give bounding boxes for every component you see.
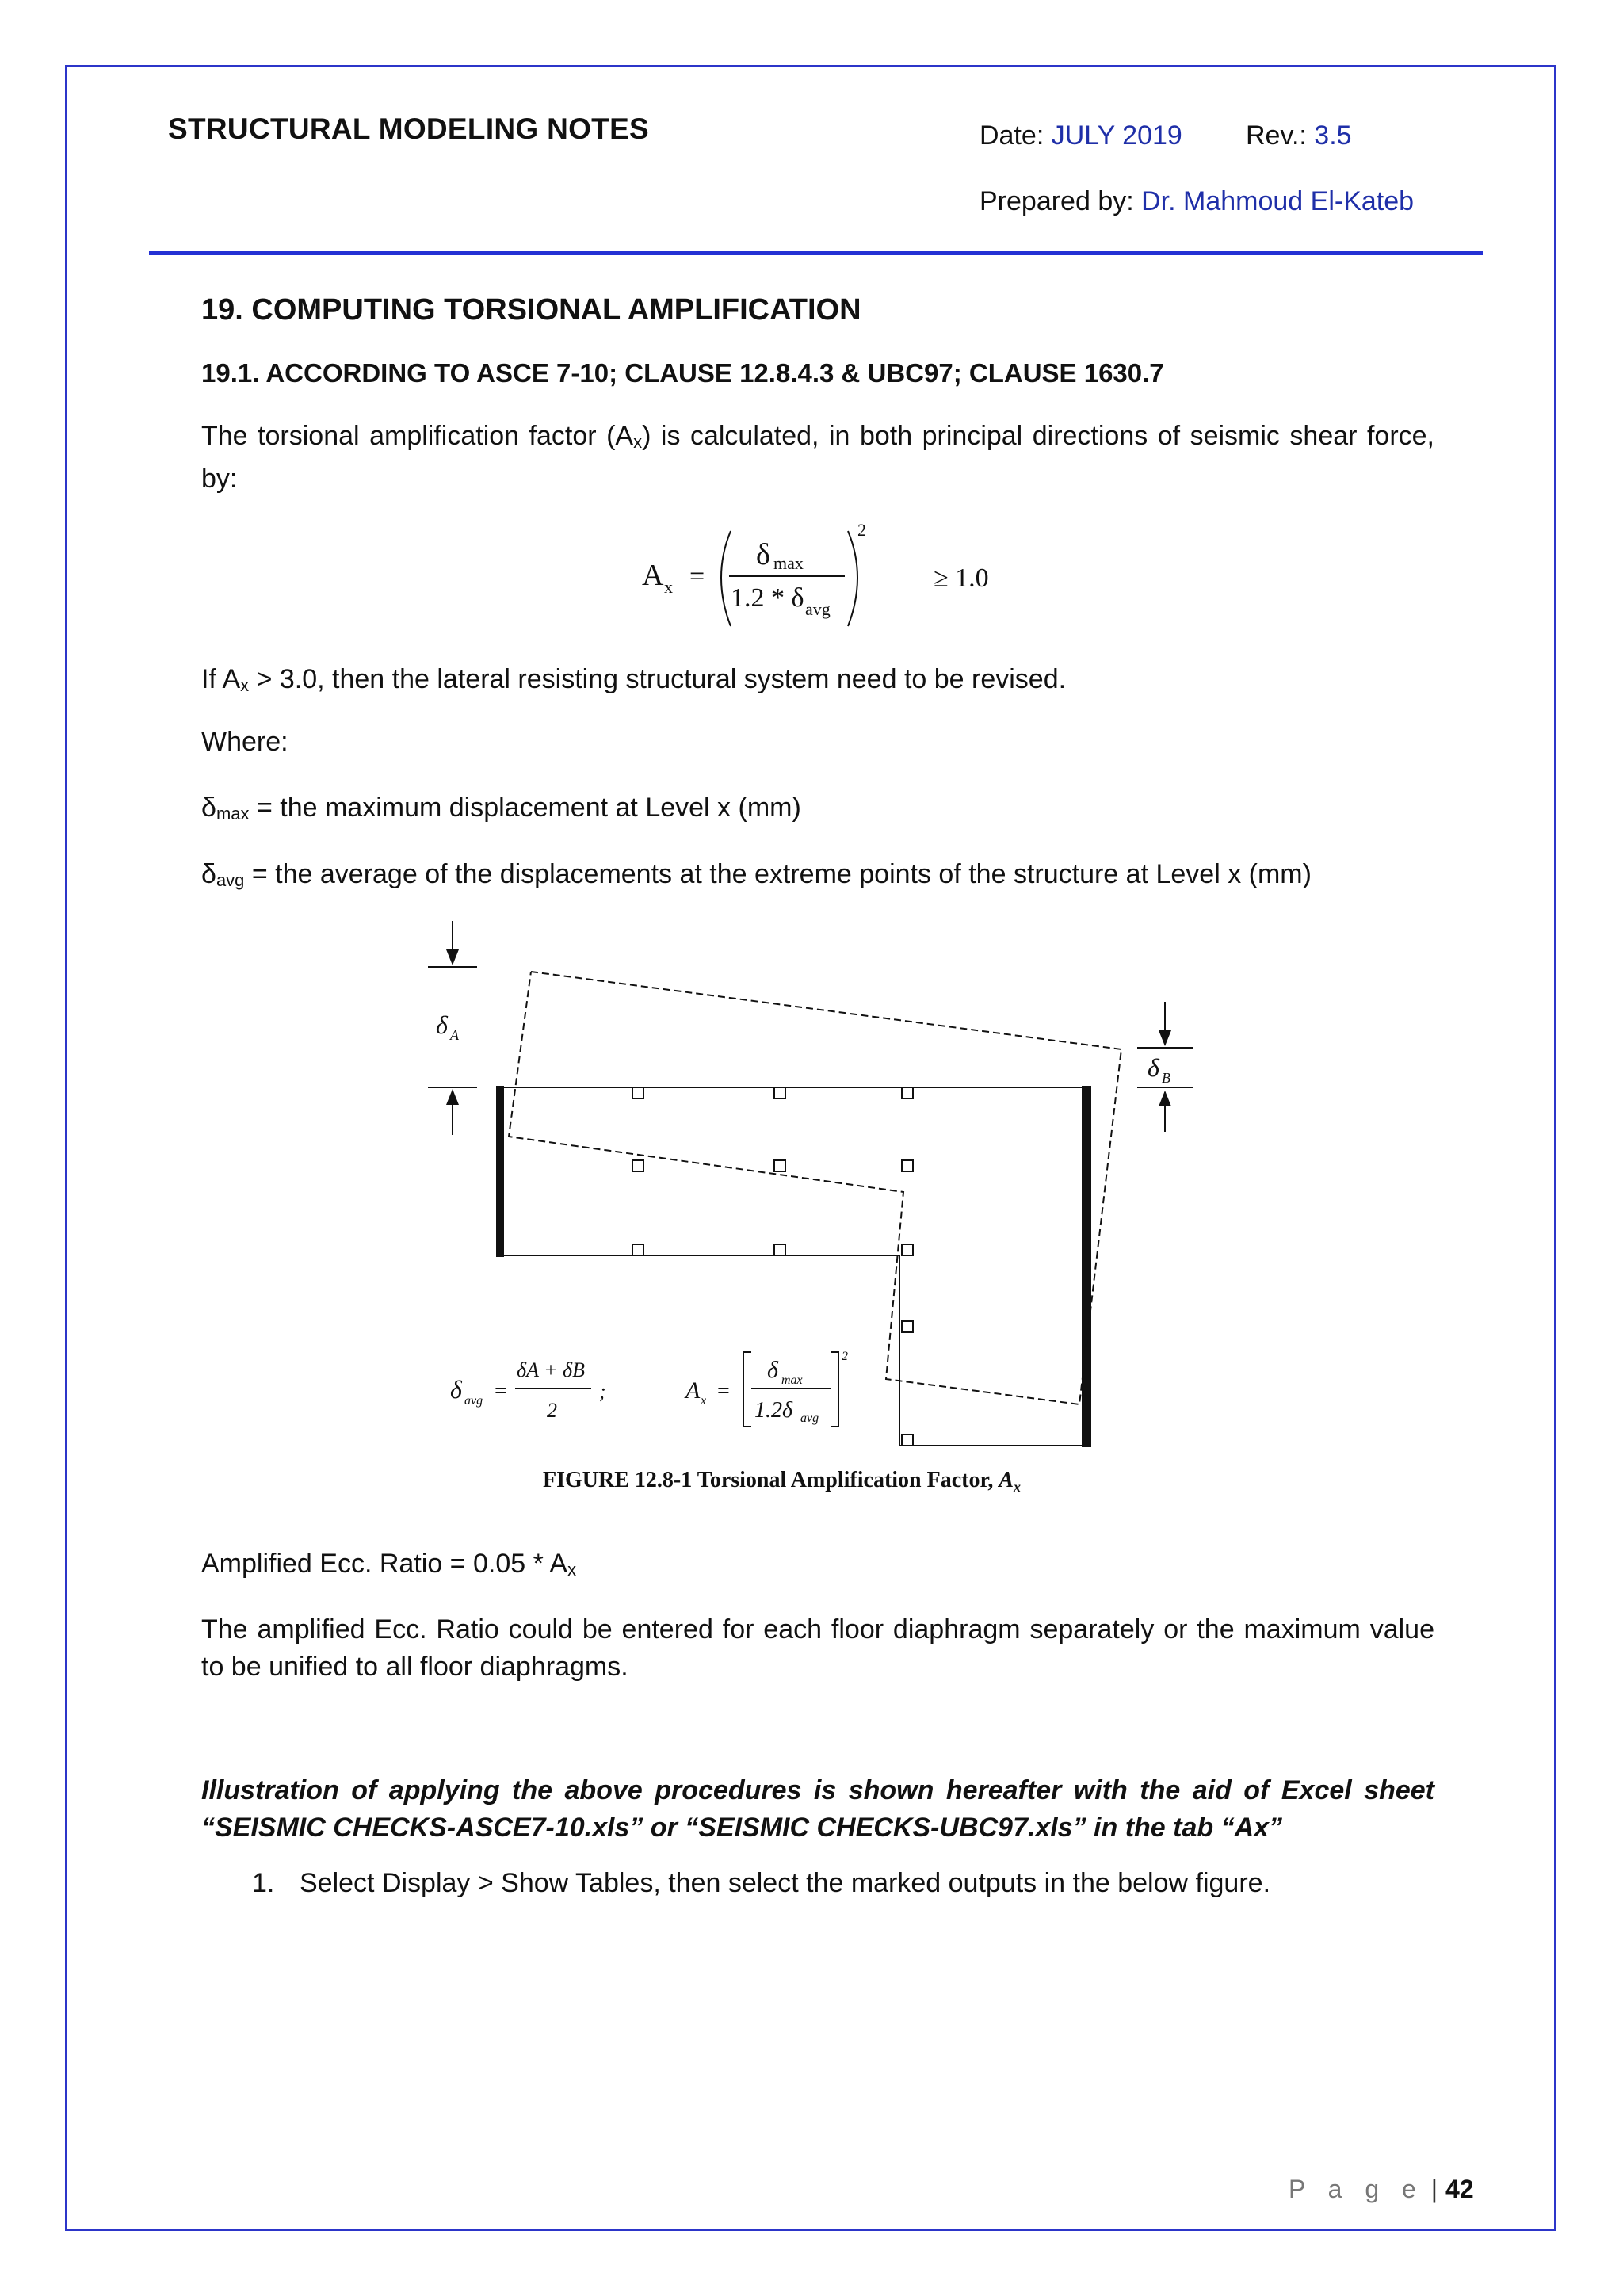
date-label: Date: [980, 120, 1052, 151]
davg-subscript: avg [216, 870, 245, 890]
where-label: Where: [201, 727, 288, 757]
formula-numerator: δ [756, 538, 770, 571]
header-prepared-by [980, 186, 1414, 217]
eq2-denominator-sub: avg [800, 1412, 819, 1425]
eq1-equals: = [495, 1379, 507, 1404]
caption-var: A [999, 1468, 1014, 1492]
paragraph-illustration: Illustration of applying the above procedures is shown hereafter with the aid of Excel sheet “SEISMIC CHECKS-ASCE7-10.xls” or “SEISMIC CHECKS-UBC97.xls” in the tab “Ax” [201, 1775, 1434, 1843]
label-delta-b-sub: B [1162, 1070, 1170, 1086]
eq1-numerator: δA + δB [517, 1358, 586, 1381]
arrow-a-up [446, 1089, 459, 1105]
amp-subscript: x [567, 1560, 577, 1580]
header-date [980, 120, 1182, 151]
dmax-text: = the maximum displacement at Level x (mm) [249, 793, 801, 823]
rev-label: Rev.: [1246, 120, 1315, 151]
label-delta-a: δ [436, 1010, 448, 1039]
label-delta-a-sub: A [450, 1027, 459, 1043]
formula-equals: = [689, 562, 705, 591]
p2-subscript: x [240, 675, 250, 695]
node-markers [632, 1087, 913, 1446]
formula-denominator: 1.2 * δ [731, 583, 804, 613]
eq2-numerator-sub: max [781, 1373, 803, 1387]
eq1-lhs: δ [450, 1375, 462, 1404]
prepared-value: Dr. Mahmoud El-Kateb [1141, 186, 1415, 216]
p2-text-b: > 3.0, then the lateral resisting structural system need to be revised. [249, 664, 1067, 694]
header-divider [149, 251, 1483, 255]
formula-lhs-sub: x [664, 577, 673, 597]
dmax-symbol: δ [201, 793, 216, 823]
prepared-label: Prepared by: [980, 186, 1142, 216]
figure-caption [543, 1468, 1021, 1495]
section-subheading: 19.1. ACCORDING TO ASCE 7-10; CLAUSE 12.8.4.3 & UBC97; CLAUSE 1630.7 [201, 358, 1164, 388]
eq2-numerator: δ [767, 1357, 778, 1383]
definition-dmax [201, 789, 1434, 832]
definition-davg [201, 856, 1434, 899]
arrow-b-up [1159, 1091, 1171, 1106]
eq1-denominator: 2 [547, 1399, 557, 1422]
torsion-figure [412, 913, 1205, 1499]
dmax-subscript: max [216, 804, 250, 823]
formula-lhs: A [642, 559, 664, 592]
displaced-outline [509, 972, 1121, 1404]
label-delta-b: δ [1148, 1053, 1159, 1082]
arrow-b-down [1159, 1030, 1171, 1046]
amp-text: Amplified Ecc. Ratio = 0.05 * A [201, 1549, 568, 1579]
formula-exponent: 2 [857, 520, 866, 540]
document-title: STRUCTURAL MODELING NOTES [168, 113, 650, 145]
p1-text-b: ) is calculated, in both principal directions of seismic shear force, by: [201, 421, 1434, 494]
davg-text: = the average of the displacements at the extreme points of the structure at Level x (mm) [244, 859, 1312, 889]
list-item-number: 1. [252, 1868, 275, 1898]
eq2-right-bracket [831, 1352, 838, 1427]
page-separator: | [1430, 2175, 1438, 2203]
page-label: P a g e [1289, 2175, 1424, 2203]
paragraph-amplified-note: The amplified Ecc. Ratio could be entered for each floor diaphragm separately or the maximum value to be unified to all floor diaphragms. [201, 1614, 1434, 1682]
eq2-denominator: 1.2δ [754, 1398, 793, 1423]
p1-subscript: x [633, 432, 643, 452]
header-revision [1246, 120, 1352, 151]
eq2-lhs-sub: x [701, 1394, 707, 1408]
eq2-exponent: 2 [842, 1350, 848, 1363]
paragraph-torsional-factor [201, 418, 1434, 498]
wall-left [496, 1086, 504, 1257]
wall-right [1082, 1086, 1091, 1447]
eq2-lhs: A [685, 1377, 701, 1404]
formula-denominator-sub: avg [805, 599, 831, 619]
list-item [252, 1868, 1270, 1899]
eq1-semicolon: ; [599, 1380, 606, 1403]
formula-numerator-sub: max [773, 553, 804, 573]
eq1-lhs-sub: avg [464, 1394, 483, 1408]
formula-left-paren [721, 531, 731, 626]
amplification-formula [610, 507, 1022, 642]
arrow-a-down [446, 949, 459, 965]
formula-right-paren [848, 531, 857, 626]
page-number: 42 [1445, 2175, 1474, 2203]
page-footer [1289, 2175, 1474, 2204]
section-heading: 19. COMPUTING TORSIONAL AMPLIFICATION [201, 293, 861, 327]
list-item-text: Select Display > Show Tables, then select the marked outputs in the below figure. [300, 1868, 1271, 1898]
eq2-equals: = [717, 1379, 730, 1404]
caption-var-sub: x [1014, 1479, 1022, 1495]
p1-text-a: The torsional amplification factor (A [201, 421, 634, 451]
date-value: JULY 2019 [1051, 120, 1182, 151]
rev-value: 3.5 [1314, 120, 1352, 151]
caption-text: FIGURE 12.8-1 Torsional Amplification Factor, [543, 1468, 999, 1492]
steps-list [252, 1868, 1270, 1899]
formula-rhs: ≥ 1.0 [934, 563, 989, 593]
davg-symbol: δ [201, 859, 216, 889]
paragraph-amplified-ratio [201, 1545, 1434, 1588]
paragraph-limit [201, 661, 1434, 704]
eq2-left-bracket [743, 1352, 751, 1427]
p2-text-a: If A [201, 664, 241, 694]
